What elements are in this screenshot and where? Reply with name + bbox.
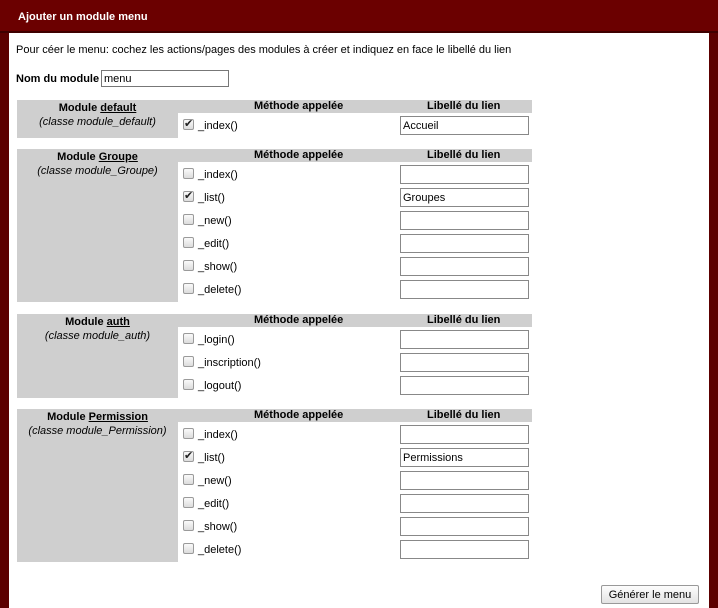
module-table-header (178, 314, 532, 327)
method-row (178, 539, 532, 562)
method-checkbox[interactable] (183, 543, 194, 554)
module-name: Groupe (98, 151, 138, 163)
link-label-input[interactable] (400, 448, 529, 467)
module-info-cell (17, 409, 178, 562)
method-column-header: Méthode appelée (254, 149, 344, 161)
link-label-input[interactable] (400, 471, 529, 490)
module-name-input[interactable] (101, 70, 229, 87)
method-row (178, 329, 532, 352)
method-name: _show() (198, 521, 238, 533)
link-label-input[interactable] (400, 211, 529, 230)
method-row (178, 447, 532, 470)
method-column-header: Méthode appelée (254, 100, 344, 112)
method-row (178, 187, 532, 210)
method-checkbox[interactable] (183, 379, 194, 390)
method-name: _index() (198, 429, 238, 441)
method-checkbox[interactable] (183, 520, 194, 531)
link-label-input[interactable] (400, 330, 529, 349)
link-label-input[interactable] (400, 425, 529, 444)
method-row (178, 516, 532, 539)
method-checkbox[interactable] (183, 237, 194, 248)
method-row (178, 470, 532, 493)
module-table-header (178, 149, 532, 162)
link-label-input[interactable] (400, 165, 529, 184)
method-row (178, 233, 532, 256)
method-checkbox[interactable] (183, 168, 194, 179)
link-label-column-header: Libellé du lien (427, 100, 501, 112)
module-block (17, 409, 532, 562)
method-checkbox[interactable] (183, 214, 194, 225)
method-name: _delete() (198, 284, 242, 296)
module-title (17, 102, 178, 114)
method-name: _inscription() (198, 357, 261, 369)
method-name: _index() (198, 120, 238, 132)
method-checkbox[interactable] (183, 333, 194, 344)
method-name: _edit() (198, 238, 230, 250)
link-label-input[interactable] (400, 540, 529, 559)
method-row (178, 279, 532, 302)
link-label-column-header: Libellé du lien (427, 409, 501, 421)
method-row (178, 164, 532, 187)
module-title-prefix: Module (65, 316, 107, 328)
method-row (178, 256, 532, 279)
intro-text: Pour céer le menu: cochez les actions/pages des modules à créer et indiquez en face le libellé du lien (16, 44, 512, 56)
method-checkbox[interactable] (183, 451, 194, 462)
link-label-input[interactable] (400, 116, 529, 135)
module-class: (classe module_Groupe) (37, 165, 158, 177)
link-label-input[interactable] (400, 188, 529, 207)
link-label-input[interactable] (400, 494, 529, 513)
module-class: (classe module_auth) (44, 330, 151, 342)
method-row (178, 115, 532, 138)
module-block (17, 100, 532, 138)
method-checkbox[interactable] (183, 191, 194, 202)
module-title-prefix: Module (58, 102, 101, 114)
generate-menu-button[interactable]: Générer le menu (601, 585, 699, 604)
window-title: Ajouter un module menu (18, 11, 148, 23)
module-info-cell (17, 100, 178, 138)
method-name: _new() (198, 475, 232, 487)
method-name: _delete() (198, 544, 242, 556)
method-checkbox[interactable] (183, 119, 194, 130)
method-row (178, 352, 532, 375)
module-title (17, 411, 178, 423)
method-column-header: Méthode appelée (254, 314, 344, 326)
method-row (178, 210, 532, 233)
method-checkbox[interactable] (183, 497, 194, 508)
module-title-prefix: Module (57, 151, 99, 163)
method-row (178, 493, 532, 516)
module-info-cell (17, 314, 178, 398)
link-label-input[interactable] (400, 517, 529, 536)
window-titlebar (0, 0, 718, 33)
method-column-header: Méthode appelée (254, 409, 344, 421)
module-class: (classe module_Permission) (28, 425, 167, 437)
link-label-input[interactable] (400, 257, 529, 276)
method-name: _index() (198, 169, 238, 181)
module-name: auth (106, 316, 130, 328)
method-checkbox[interactable] (183, 283, 194, 294)
module-info-cell (17, 149, 178, 302)
link-label-input[interactable] (400, 234, 529, 253)
method-checkbox[interactable] (183, 356, 194, 367)
module-name-label: Nom du module (16, 73, 100, 85)
link-label-input[interactable] (400, 353, 529, 372)
module-class: (classe module_default) (39, 116, 156, 128)
method-name: _logout() (198, 380, 242, 392)
module-block (17, 149, 532, 302)
module-name: default (100, 102, 137, 114)
module-name: Permission (88, 411, 148, 423)
link-label-input[interactable] (400, 280, 529, 299)
method-name: _list() (198, 192, 225, 204)
method-name: _login() (198, 334, 235, 346)
method-name: _edit() (198, 498, 230, 510)
link-label-column-header: Libellé du lien (427, 314, 501, 326)
module-title (17, 151, 178, 163)
link-label-input[interactable] (400, 376, 529, 395)
method-name: _list() (198, 452, 225, 464)
module-block (17, 314, 532, 398)
method-name: _show() (198, 261, 238, 273)
method-checkbox[interactable] (183, 428, 194, 439)
method-checkbox[interactable] (183, 474, 194, 485)
module-table-header (178, 100, 532, 113)
link-label-column-header: Libellé du lien (427, 149, 501, 161)
module-title (17, 316, 178, 328)
method-row (178, 375, 532, 398)
module-table-header (178, 409, 532, 422)
method-row (178, 424, 532, 447)
module-title-prefix: Module (47, 411, 89, 423)
method-checkbox[interactable] (183, 260, 194, 271)
method-name: _new() (198, 215, 232, 227)
